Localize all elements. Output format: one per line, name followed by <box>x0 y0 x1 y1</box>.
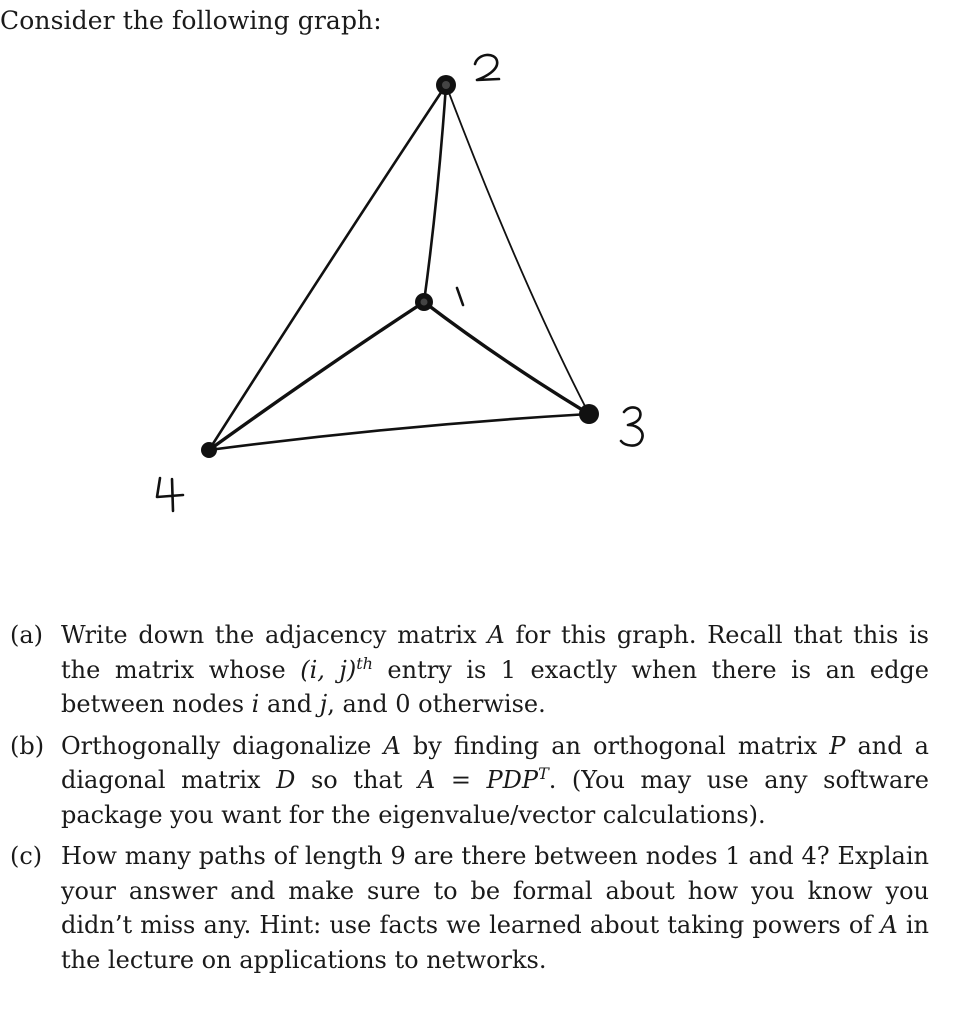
problem-a: (a) Write down the adjacency matrix A for this graph. Recall that this is the matrix whose (i, j)$^{th}$ entry is 1 exactly when there is an edge between nodes i and j, and 0 otherwise. <box>0 618 929 722</box>
problem-list <box>0 618 960 984</box>
node-label-2 <box>475 55 499 80</box>
edge-3-4 <box>209 414 589 450</box>
node-label-4 <box>157 478 183 511</box>
graph-node-3 <box>579 404 599 424</box>
problem-b-label: (b) <box>10 731 45 760</box>
node-label-3 <box>621 407 643 445</box>
intro-text: Consider the following graph: <box>0 6 382 35</box>
edge-2-1 <box>424 85 446 302</box>
graph-node-1 <box>415 293 433 311</box>
problem-b: (b) Orthogonally diagonalize A by finding an orthogonal matrix P and a diagonal matrix D so that $A = PDP^T$. (You may use any software package you want for the eigenvalue/vector calculations). <box>0 729 929 833</box>
edge-2-3 <box>446 85 589 414</box>
problem-c: (c) How many paths of length 9 are there between nodes 1 and 4? Explain your answer and make sure to be formal about how you know you didn’t miss any. Hint: use facts we learned about taking powers of A in the lecture on applications to networks. <box>0 839 929 977</box>
problem-c-label: (c) <box>10 842 43 870</box>
edge-1-4 <box>209 302 424 450</box>
node-label-1 <box>457 288 463 305</box>
problem-a-label: (a) <box>10 621 44 649</box>
graph-node-2 <box>436 75 456 95</box>
graph-node-4 <box>201 442 217 458</box>
edge-2-4 <box>209 85 446 450</box>
edge-1-3 <box>424 302 589 414</box>
